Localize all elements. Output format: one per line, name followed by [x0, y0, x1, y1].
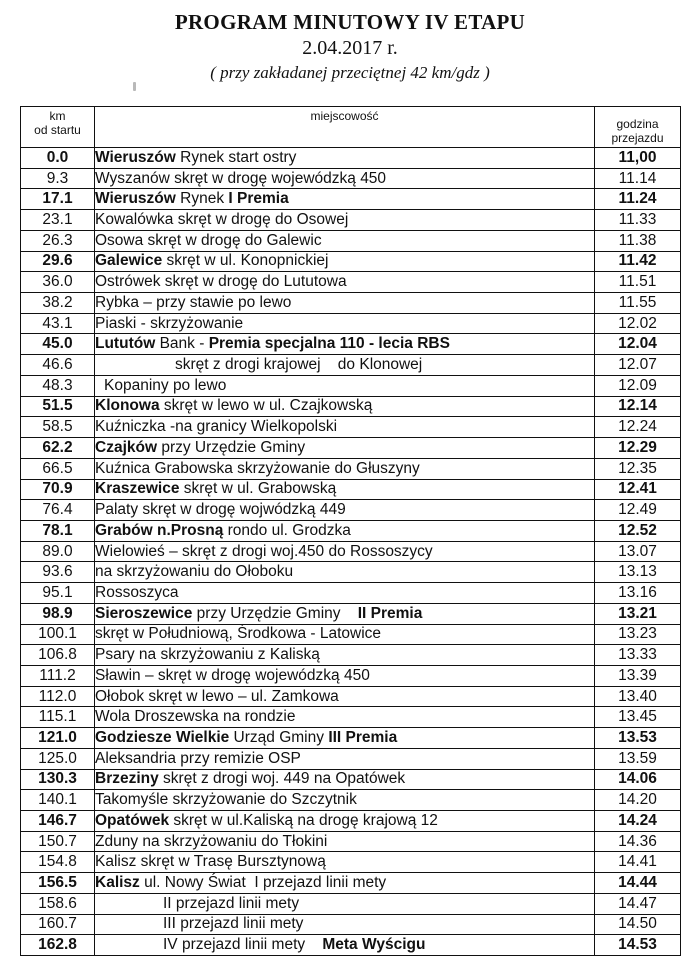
place-text: skręt w ul. Konopnickiej	[162, 252, 329, 270]
place-cell	[95, 500, 595, 521]
place-cell	[95, 168, 595, 189]
place-cell	[95, 914, 595, 935]
table-row	[21, 168, 681, 189]
place-text: Wola Droszewska na rondzie	[95, 708, 296, 726]
time-cell: 14.50	[595, 914, 681, 935]
km-cell: 130.3	[21, 769, 95, 790]
place-text: skręt z drogi woj. 449 na Opatówek	[158, 770, 406, 788]
table-row	[21, 603, 681, 624]
place-text: Takomyśle skrzyżowanie do Szczytnik	[95, 791, 357, 809]
table-row	[21, 251, 681, 272]
place-cell	[95, 935, 595, 956]
place-cell	[95, 396, 595, 417]
table-row	[21, 728, 681, 749]
km-cell: 98.9	[21, 603, 95, 624]
km-header-line1: km	[49, 109, 66, 123]
km-cell: 154.8	[21, 852, 95, 873]
place-cell	[95, 707, 595, 728]
place-text: Rybka – przy stawie po lewo	[95, 293, 292, 311]
place-cell	[95, 831, 595, 852]
place-text: Rynek	[175, 190, 229, 208]
place-text: rondo ul. Grodzka	[223, 521, 351, 539]
time-cell: 13.23	[595, 624, 681, 645]
place-text-bold: Grabów n.Prosną	[95, 521, 224, 539]
table-row	[21, 293, 681, 314]
table-row	[21, 230, 681, 251]
table-row	[21, 769, 681, 790]
time-cell: 14.24	[595, 811, 681, 832]
place-cell	[95, 520, 595, 541]
place-cell	[95, 873, 595, 894]
place-cell	[95, 272, 595, 293]
place-text: Palaty skręt w drogę wojwódzką 449	[95, 501, 346, 519]
place-cell	[95, 852, 595, 873]
place-text-bold: Meta Wyścigu	[322, 936, 426, 954]
place-text: Bank -	[155, 335, 209, 353]
table-row	[21, 355, 681, 376]
place-text: Osowa skręt w drogę do Galewic	[95, 231, 322, 249]
place-cell	[95, 769, 595, 790]
km-cell: 121.0	[21, 728, 95, 749]
place-text: Psary na skrzyżowaniu z Kaliską	[95, 646, 320, 664]
place-text-bold: Brzeziny	[95, 770, 159, 788]
km-cell: 38.2	[21, 293, 95, 314]
time-cell: 12.29	[595, 438, 681, 459]
place-text: Wielowieś – skręt z drogi woj.450 do Rossoszycy	[95, 542, 433, 560]
table-row	[21, 665, 681, 686]
time-cell: 11.51	[595, 272, 681, 293]
time-cell: 13.16	[595, 583, 681, 604]
place-text: Sławin – skręt w drogę wojewódzką 450	[95, 666, 370, 684]
km-cell: 76.4	[21, 500, 95, 521]
time-cell: 12.35	[595, 458, 681, 479]
time-cell: 12.14	[595, 396, 681, 417]
place-column-header: miejscowość	[95, 107, 595, 148]
place-text: Aleksandria przy remizie OSP	[95, 749, 301, 767]
time-cell: 13.59	[595, 748, 681, 769]
time-cell: 14.36	[595, 831, 681, 852]
km-cell: 93.6	[21, 562, 95, 583]
table-row	[21, 748, 681, 769]
place-text: ul. Nowy Świat I przejazd linii mety	[139, 874, 387, 892]
place-text: Ostrówek skręt w drogę do Lututowa	[95, 273, 347, 291]
time-cell: 14.47	[595, 893, 681, 914]
place-text-bold: Czajków	[95, 438, 158, 456]
table-row	[21, 520, 681, 541]
place-text: Wyszanów skręt w drogę wojewódzką 450	[95, 169, 387, 187]
km-cell: 158.6	[21, 893, 95, 914]
table-row	[21, 893, 681, 914]
place-text: IV przejazd linii mety	[163, 936, 323, 954]
km-cell: 23.1	[21, 210, 95, 231]
scan-artifact	[133, 82, 136, 91]
table-row	[21, 375, 681, 396]
km-cell: 43.1	[21, 313, 95, 334]
place-text-bold: Wieruszów	[95, 148, 176, 166]
place-text-bold: Klonowa	[95, 397, 160, 415]
time-header-line1: godzina	[616, 117, 659, 131]
km-cell: 162.8	[21, 935, 95, 956]
place-text: skręt z drogi krajowej do Klonowej	[175, 356, 423, 374]
time-cell: 13.13	[595, 562, 681, 583]
place-text: Urząd Gminy	[229, 728, 329, 746]
km-cell: 70.9	[21, 479, 95, 500]
table-row	[21, 148, 681, 169]
table-row	[21, 541, 681, 562]
place-cell	[95, 645, 595, 666]
table-row	[21, 811, 681, 832]
place-text: Piaski - skrzyżowanie	[95, 314, 244, 332]
place-cell	[95, 313, 595, 334]
document-header	[0, 10, 700, 84]
table-row	[21, 645, 681, 666]
km-cell: 46.6	[21, 355, 95, 376]
km-cell: 125.0	[21, 748, 95, 769]
place-cell	[95, 686, 595, 707]
place-text-bold: Wieruszów	[95, 190, 176, 208]
place-cell	[95, 417, 595, 438]
time-cell: 14.53	[595, 935, 681, 956]
time-cell: 14.06	[595, 769, 681, 790]
place-text: skręt w Południową, Środkowa - Latowice	[95, 625, 382, 643]
table-row	[21, 189, 681, 210]
place-text-bold: Kalisz	[95, 874, 140, 892]
place-cell	[95, 148, 595, 169]
table-row	[21, 852, 681, 873]
place-text: przy Urzędzie Gminy	[157, 438, 306, 456]
time-cell: 12.02	[595, 313, 681, 334]
place-cell	[95, 458, 595, 479]
place-text-bold: Premia specjalna 110 - lecia RBS	[208, 335, 450, 353]
schedule-table	[20, 106, 681, 956]
place-text-bold: II Premia	[357, 604, 423, 622]
table-row	[21, 624, 681, 645]
place-text: skręt w lewo w ul. Czajkowską	[159, 397, 373, 415]
km-cell: 150.7	[21, 831, 95, 852]
time-cell: 11.38	[595, 230, 681, 251]
km-cell: 160.7	[21, 914, 95, 935]
km-cell: 140.1	[21, 790, 95, 811]
table-row	[21, 334, 681, 355]
place-cell	[95, 355, 595, 376]
place-text: przy Urzędzie Gminy	[192, 604, 358, 622]
place-cell	[95, 334, 595, 355]
place-cell	[95, 893, 595, 914]
place-cell	[95, 189, 595, 210]
km-cell: 36.0	[21, 272, 95, 293]
place-cell	[95, 541, 595, 562]
table-row	[21, 479, 681, 500]
time-cell: 13.39	[595, 665, 681, 686]
time-header-line2: przejazdu	[611, 131, 664, 145]
km-cell: 9.3	[21, 168, 95, 189]
time-cell: 12.41	[595, 479, 681, 500]
table-row	[21, 707, 681, 728]
place-cell	[95, 624, 595, 645]
place-cell	[95, 293, 595, 314]
time-cell: 11.42	[595, 251, 681, 272]
time-cell: 13.53	[595, 728, 681, 749]
place-cell	[95, 603, 595, 624]
place-text: Rossoszyca	[95, 583, 179, 601]
km-cell: 78.1	[21, 520, 95, 541]
place-cell	[95, 583, 595, 604]
km-cell: 58.5	[21, 417, 95, 438]
km-column-header	[21, 107, 95, 148]
place-cell	[95, 728, 595, 749]
place-cell	[95, 811, 595, 832]
table-row	[21, 500, 681, 521]
time-cell: 11.14	[595, 168, 681, 189]
place-cell	[95, 251, 595, 272]
time-cell: 11.55	[595, 293, 681, 314]
km-cell: 17.1	[21, 189, 95, 210]
document-title: PROGRAM MINUTOWY IV ETAPU	[174, 10, 526, 34]
place-text-bold: Opatówek	[95, 811, 170, 829]
place-text: Ołobok skręt w lewo – ul. Zamkowa	[95, 687, 339, 705]
km-cell: 48.3	[21, 375, 95, 396]
table-row	[21, 458, 681, 479]
table-row	[21, 272, 681, 293]
time-cell: 11.24	[595, 189, 681, 210]
km-cell: 29.6	[21, 251, 95, 272]
table-row	[21, 935, 681, 956]
place-cell	[95, 479, 595, 500]
time-cell: 12.52	[595, 520, 681, 541]
time-cell: 13.40	[595, 686, 681, 707]
time-cell: 12.49	[595, 500, 681, 521]
place-text: skręt w ul.Kaliską na drogę krajową 12	[169, 811, 438, 829]
time-cell: 14.20	[595, 790, 681, 811]
place-text: Kuźniczka -na granicy Wielkopolski	[95, 418, 338, 436]
place-text: na skrzyżowaniu do Ołoboku	[95, 563, 294, 581]
km-cell: 51.5	[21, 396, 95, 417]
place-text: Kowalówka skręt w drogę do Osowej	[95, 211, 349, 229]
km-header-line2: od startu	[34, 123, 81, 137]
table-row	[21, 562, 681, 583]
table-row	[21, 396, 681, 417]
km-cell: 66.5	[21, 458, 95, 479]
table-row	[21, 686, 681, 707]
table-row	[21, 873, 681, 894]
km-cell: 100.1	[21, 624, 95, 645]
time-cell: 13.07	[595, 541, 681, 562]
km-cell: 146.7	[21, 811, 95, 832]
document-subtitle: ( przy zakładanej przeciętnej 42 km/gdz )	[210, 63, 490, 82]
time-cell: 11.33	[595, 210, 681, 231]
km-cell: 106.8	[21, 645, 95, 666]
km-cell: 115.1	[21, 707, 95, 728]
place-text-bold: I Premia	[228, 190, 289, 208]
km-cell: 89.0	[21, 541, 95, 562]
time-cell: 14.41	[595, 852, 681, 873]
place-cell	[95, 748, 595, 769]
place-text-bold: III Premia	[328, 728, 398, 746]
time-cell: 12.07	[595, 355, 681, 376]
place-cell	[95, 665, 595, 686]
table-row	[21, 914, 681, 935]
place-text-bold: Godziesze Wielkie	[95, 728, 230, 746]
schedule-body	[21, 148, 681, 956]
km-cell: 95.1	[21, 583, 95, 604]
time-cell: 12.04	[595, 334, 681, 355]
time-cell: 13.45	[595, 707, 681, 728]
km-cell: 45.0	[21, 334, 95, 355]
time-cell: 14.44	[595, 873, 681, 894]
place-cell	[95, 230, 595, 251]
place-text-bold: Kraszewice	[95, 480, 180, 498]
place-text-bold: Galewice	[95, 252, 163, 270]
table-row	[21, 831, 681, 852]
km-cell: 112.0	[21, 686, 95, 707]
km-cell: 156.5	[21, 873, 95, 894]
place-text: II przejazd linii mety	[163, 894, 300, 912]
place-text: Kuźnica Grabowska skrzyżowanie do Głuszyny	[95, 459, 420, 477]
time-cell: 13.21	[595, 603, 681, 624]
place-text: III przejazd linii mety	[163, 915, 304, 933]
place-cell	[95, 438, 595, 459]
place-text: skręt w ul. Grabowską	[179, 480, 337, 498]
place-cell	[95, 375, 595, 396]
place-cell	[95, 790, 595, 811]
table-header-row	[21, 107, 681, 148]
place-cell	[95, 210, 595, 231]
place-text: Kalisz skręt w Trasę Bursztynową	[95, 853, 326, 871]
place-text: Rynek start ostry	[175, 148, 297, 166]
table-row	[21, 790, 681, 811]
time-cell: 11,00	[595, 148, 681, 169]
table-row	[21, 417, 681, 438]
km-cell: 111.2	[21, 665, 95, 686]
place-text-bold: Lututów	[95, 335, 156, 353]
km-cell: 62.2	[21, 438, 95, 459]
table-row	[21, 438, 681, 459]
time-column-header	[595, 107, 681, 148]
place-text: Kopaniny po lewo	[104, 376, 227, 394]
table-row	[21, 210, 681, 231]
time-cell: 12.24	[595, 417, 681, 438]
table-row	[21, 313, 681, 334]
time-cell: 12.09	[595, 375, 681, 396]
place-text-bold: Sieroszewice	[95, 604, 193, 622]
km-cell: 0.0	[21, 148, 95, 169]
km-cell: 26.3	[21, 230, 95, 251]
time-cell: 13.33	[595, 645, 681, 666]
place-text: Zduny na skrzyżowaniu do Tłokini	[95, 832, 328, 850]
table-row	[21, 583, 681, 604]
document-date: 2.04.2017 r.	[302, 37, 398, 59]
place-cell	[95, 562, 595, 583]
